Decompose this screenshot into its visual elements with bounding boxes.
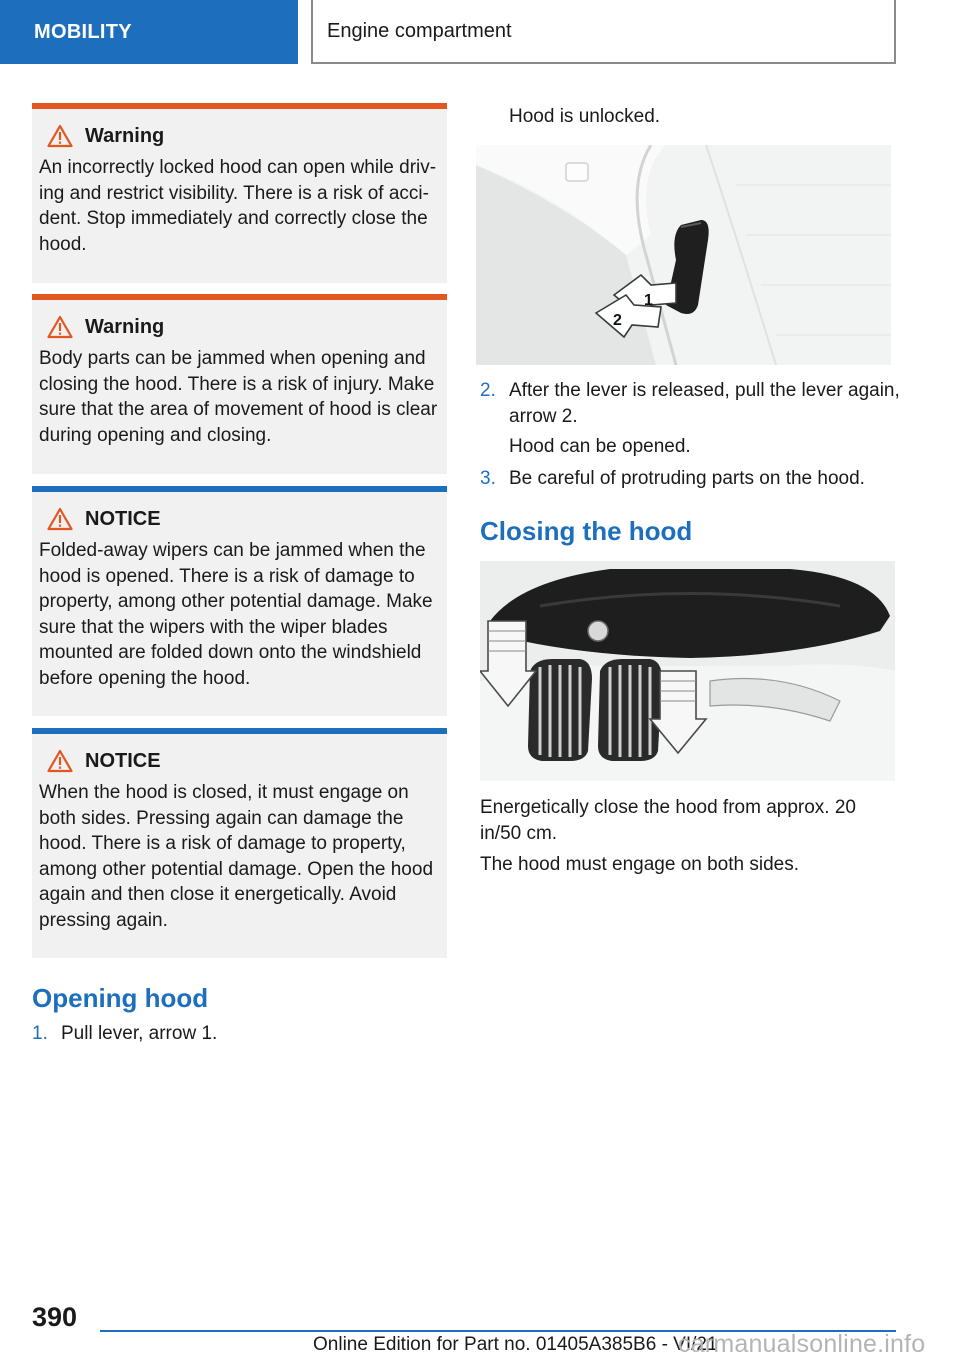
- warning-text: Body parts can be jammed when opening and closing the hood. There is a risk of injury. Make sure that the area of movement of hood is clear during opening and closing.: [39, 348, 438, 446]
- hood-lever-illustration: [476, 145, 891, 365]
- arrow-label-1: 1: [644, 292, 653, 309]
- warning-title: Warning: [47, 123, 439, 149]
- section-tab: MOBILITY: [0, 0, 298, 64]
- hood-closing-drawing: [480, 561, 895, 781]
- closing-hood-heading: Closing the hood: [480, 516, 693, 546]
- notice-title: NOTICE: [47, 506, 439, 532]
- warning-title: Warning: [47, 314, 439, 340]
- hood-closing-illustration: [480, 561, 895, 781]
- chapter-title: Engine compartment: [311, 0, 896, 64]
- step-1: [32, 1021, 452, 1047]
- notice-text: Folded-away wipers can be jammed when the hood is opened. There is a risk of damage to property, among other potential damage. Make sure that the wipers with the wiper blades mounted are folded down onto the windshield before opening the hood.: [39, 540, 433, 689]
- step-number: 1.: [32, 1023, 48, 1044]
- warning-callout-1: [32, 103, 447, 283]
- step-3: [480, 466, 920, 492]
- step-number: 2.: [480, 380, 496, 401]
- page-number: 390: [32, 1302, 78, 1332]
- watermark: carmanualsonline.info: [678, 1330, 926, 1358]
- notice-triangle-icon: [47, 749, 73, 773]
- warning-text: An incorrectly locked hood can open while driv-ing and restrict visibility. There is a risk of acci-dent. Stop immediately and correctly close the hood.: [39, 157, 437, 255]
- step-text: After the lever is released, pull the lever again, arrow 2.: [509, 380, 900, 427]
- warning-callout-2: [32, 294, 447, 474]
- opening-hood-heading: Opening hood: [32, 983, 209, 1013]
- notice-triangle-icon: [47, 507, 73, 531]
- warning-triangle-icon: [47, 315, 73, 339]
- result-text: Hood is unlocked.: [509, 106, 661, 127]
- notice-callout-2: [32, 728, 447, 958]
- warning-triangle-icon: [47, 124, 73, 148]
- notice-callout-1: [32, 486, 447, 716]
- hood-lever-drawing: [476, 145, 891, 365]
- notice-title: NOTICE: [47, 748, 439, 774]
- step-text: Pull lever, arrow 1.: [61, 1023, 218, 1044]
- result-text: Hood can be opened.: [509, 436, 691, 457]
- notice-text: When the hood is closed, it must engage on both sides. Pressing again can damage the hood. There is a risk of damage to property, among other potential damage. Open the hood again and then close it energetically. Avoid pressing again.: [39, 782, 434, 931]
- edition-text: Online Edition for Part no. 01405A385B6 - VI/21: [313, 1334, 718, 1355]
- step-number: 3.: [480, 468, 496, 489]
- closing-instruction: Energetically close the hood from approx. 20 in/50 cm.: [480, 797, 856, 844]
- arrow-label-2: 2: [613, 312, 622, 329]
- closing-note: The hood must engage on both sides.: [480, 854, 800, 875]
- step-text: Be careful of protruding parts on the hood.: [509, 468, 865, 489]
- step-2: [480, 378, 920, 430]
